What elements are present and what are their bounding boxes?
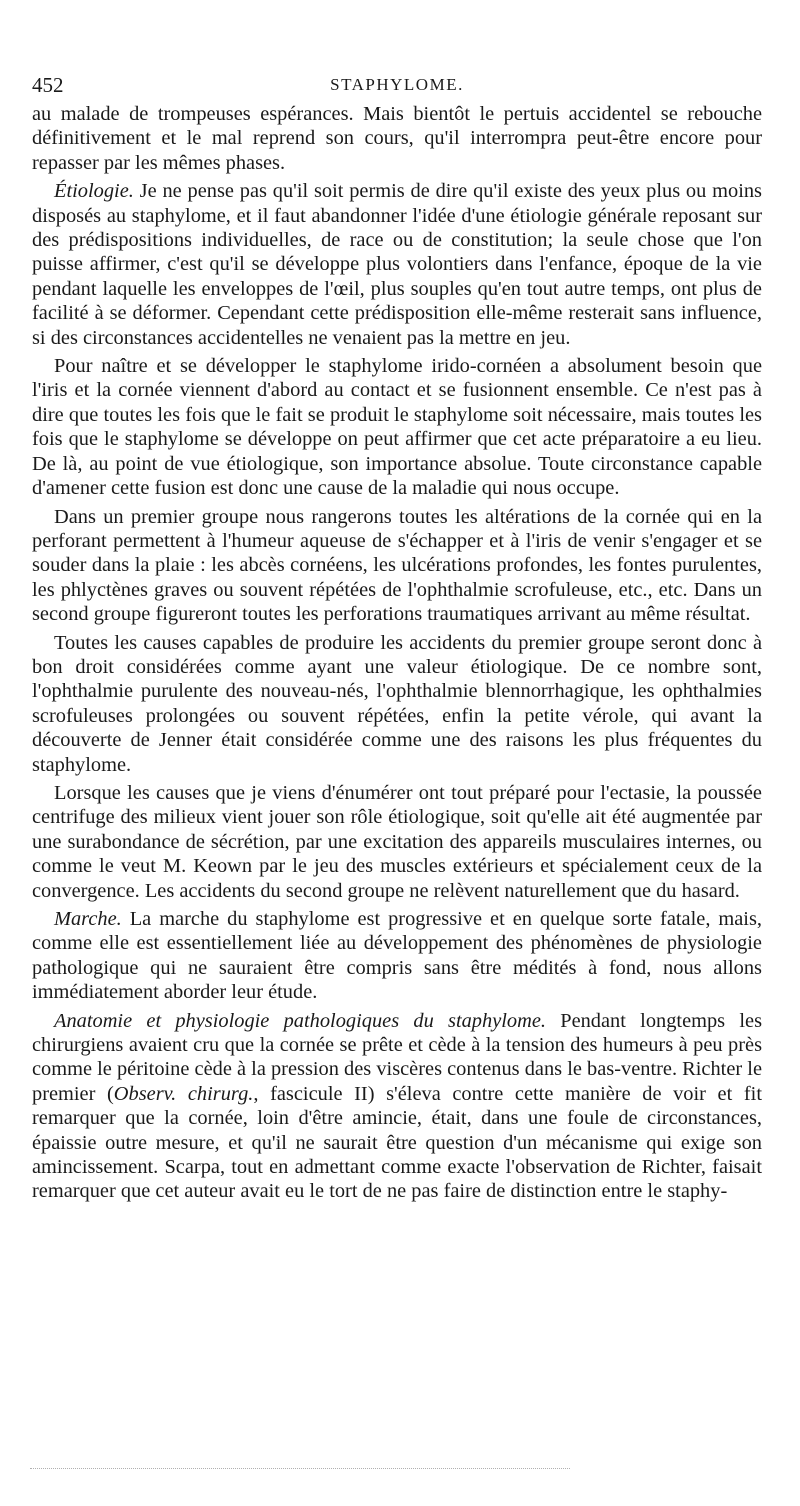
paragraph-marche [32, 907, 762, 1005]
paragraph-text: Toutes les causes capables de produire les accidents du premier groupe seront donc à bon droit considérées comme ayant une valeur étiologique. De ce nombre sont, l'ophthalmie purulente des nouveau-nés, l'ophthalmie blennorrhagique, les ophthalmies scrofuleuses prolongées ou souvent répétées, enfin la petite vérole, qui avant la découverte de Jenner était considérée comme une des raisons les plus fréquentes du staphylome. [32, 631, 762, 776]
section-lead-marche: Marche. [54, 908, 122, 930]
running-header [32, 70, 762, 100]
paragraph-etiologie [32, 179, 762, 350]
paragraph-text: Je ne pense pas qu'il soit permis de dire qu'il existe des yeux plus ou moins disposés au staphylome, et il faut abandonner l'idée d'une étiologie générale reposant sur des prédispositions individuelles, de race ou de constitution; la seule chose que l'on puisse affirmer, c'est qu'il se développe plus volontiers dans l'enfance, époque de la vie pendant laquelle les enveloppes de l'œil, plus souples qu'en tout autre temps, ont plus de facilité à se déformer. Cependant cette prédisposition elle-même resterait sans influence, si des circonstances accidentelles ne venaient pas la mettre en jeu. [32, 180, 762, 349]
section-lead-etiologie: Étiologie. [54, 180, 134, 203]
paragraph-premier-groupe [32, 505, 762, 627]
paragraph-anatomie [32, 1009, 762, 1204]
footer-rule [30, 1468, 570, 1471]
paragraph-ectasie [32, 781, 762, 903]
section-lead-anatomie: Anatomie et physiologie pathologiques du staphylome. [54, 1009, 546, 1032]
paragraph-causes [32, 631, 762, 777]
paragraph-text: au malade de trompeuses espérances. Mais bientôt le pertuis accidentel se rebouche définitivement et le mal reprend son cours, qu'il interrompra peut-être encore pour repasser par les mêmes phases. [32, 103, 762, 174]
page-number: 452 [32, 73, 64, 97]
paragraph-text: Dans un premier groupe nous rangerons toutes les altérations de la cornée qui en la perforant permettent à l'humeur aqueuse de s'échapper et à l'iris de venir s'engager et se souder dans la plaie : les abcès cornéens, les ulcérations profondes, les fontes purulentes, les phlyctènes graves ou souvent répétées de l'ophthalmie scrofuleuse, etc., etc. Dans un second groupe figureront toutes les perforations traumatiques arrivant au même résultat. [32, 505, 762, 626]
paragraph-fusion [32, 354, 762, 500]
paragraph-text: Pendant longtemps les chirurgiens avaient cru que la cornée se prête et cède à la tension des humeurs à peu près comme le péritoine cède à la pression des viscères contenus dans le bas-ventre. Richter le premier ( [32, 1009, 763, 1105]
body-text [32, 102, 762, 1208]
paragraph-text: , fascicule II) s'éleva contre cette manière de voir et fit remarquer que la cornée, loin d'être amincie, était, dans une foule de circonstances, épaissie outre mesure, et qu'il ne saurait être question d'un mécanisme qui exige son amincissement. Scarpa, tout en admettant comme exacte l'observation de Richter, faisait remarquer que cet auteur avait eu le tort de ne pas faire de distinction entre le staphy- [32, 1082, 762, 1203]
paragraph-text: Lorsque les causes que je viens d'énumérer ont tout préparé pour l'ectasie, la poussée centrifuge des milieux vient jouer son rôle étiologique, soit qu'elle ait été augmentée par une surabondance de sécrétion, par une excitation des appareils musculaires internes, ou comme le veut M. Keown par le jeu des muscles extérieurs et spécialement ceux de la convergence. Les accidents du second groupe ne relèvent naturellement que du hasard. [32, 781, 762, 902]
paragraph-text: Pour naître et se développer le staphylome irido-cornéen a absolument besoin que l'iris et la cornée viennent d'abord au contact et se fusionnent ensemble. Ce n'est pas à dire que toutes les fois que le fait se produit le staphylome soit nécessaire, mais toutes les fois que le staphylome se développe on peut affirmer que cet acte préparatoire a eu lieu. De là, au point de vue étiologique, son importance absolue. Toute circonstance capable d'amener cette fusion est donc une cause de la maladie qui nous occupe. [32, 355, 762, 500]
citation: Observ. chirurg. [113, 1082, 254, 1105]
paragraph-text: La marche du staphylome est progressive et en quelque sorte fatale, mais, comme elle est essentiellement liée au développement des phénomènes de physiologie pathologique qui ne sauraient être compris sans être médités à fond, nous allons immédiatement aborder leur étude. [32, 908, 762, 1004]
running-title: STAPHYLOME. [330, 75, 464, 94]
paragraph-continuation [32, 102, 762, 175]
